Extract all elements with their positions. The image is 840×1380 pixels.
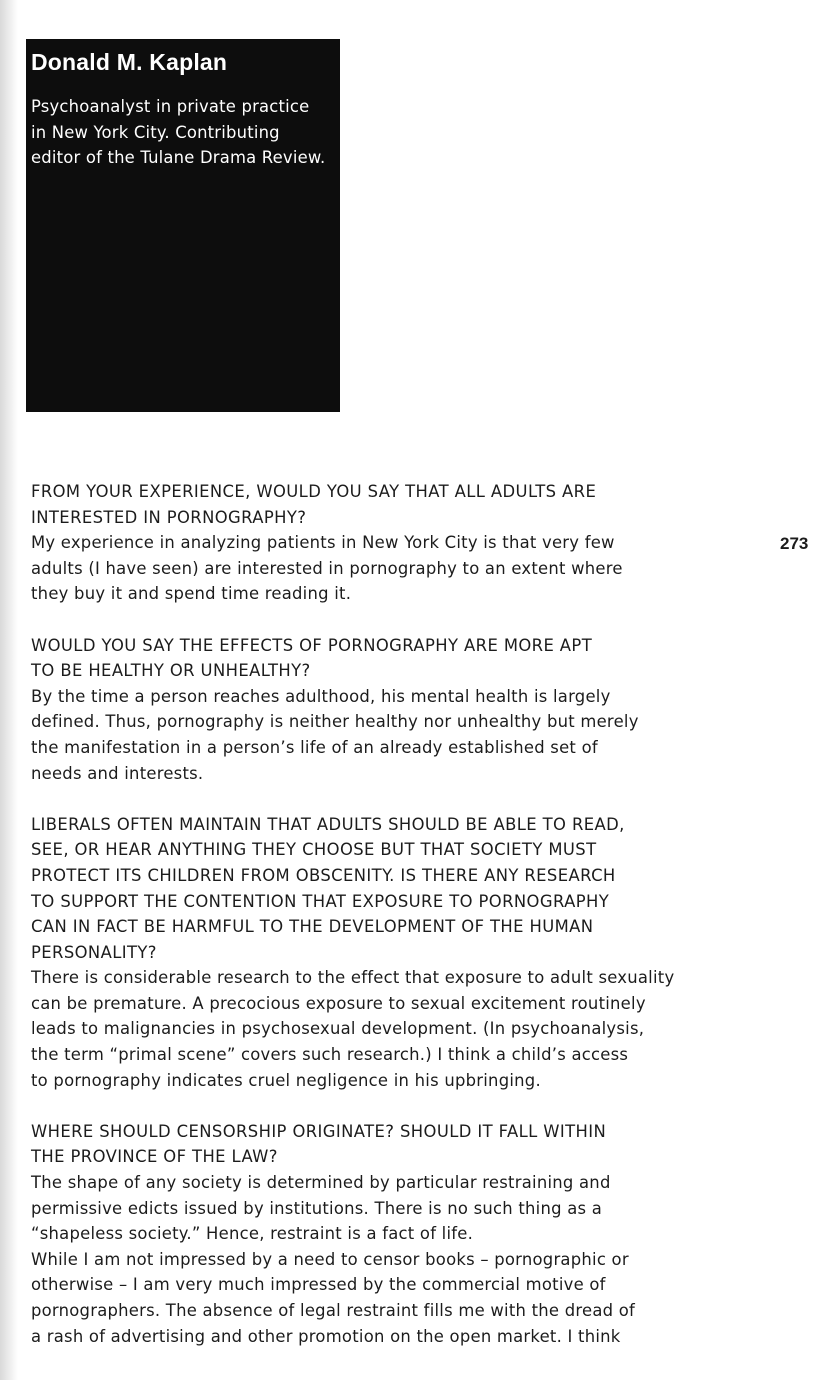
answer: [31, 684, 731, 786]
answer-line: “shapeless society.” Hence, restraint is a fact of life.: [31, 1224, 474, 1244]
question-line: LIBERALS OFTEN MAINTAIN THAT ADULTS SHOULD BE ABLE TO READ,: [31, 814, 625, 834]
answer: [31, 1170, 731, 1349]
question: [31, 1119, 731, 1170]
question-line: CAN IN FACT BE HARMFUL TO THE DEVELOPMENT OF THE HUMAN: [31, 917, 594, 937]
qa-block-3: [31, 812, 731, 1094]
interview-text: [31, 479, 731, 1349]
answer-line: leads to malignancies in psychosexual development. (In psychoanalysis,: [31, 1019, 645, 1039]
answer-line: permissive edicts issued by institutions. There is no such thing as a: [31, 1198, 603, 1218]
answer-line: needs and interests.: [31, 763, 204, 783]
answer-line: they buy it and spend time reading it.: [31, 584, 352, 604]
answer-line: My experience in analyzing patients in New York City is that very few: [31, 533, 615, 553]
answer-line: The shape of any society is determined by particular restraining and: [31, 1173, 611, 1193]
author-description-line: Psychoanalyst in private practice: [31, 97, 310, 116]
answer-line: to pornography indicates cruel negligence in his upbringing.: [31, 1070, 541, 1090]
answer-line: There is considerable research to the effect that exposure to adult sexuality: [31, 968, 675, 988]
answer: [31, 965, 731, 1093]
question-line: PROTECT ITS CHILDREN FROM OBSCENITY. IS THERE ANY RESEARCH: [31, 865, 616, 885]
answer-line: can be premature. A precocious exposure to sexual excitement routinely: [31, 993, 646, 1013]
question-line: WOULD YOU SAY THE EFFECTS OF PORNOGRAPHY ARE MORE APT: [31, 635, 593, 655]
answer-line: the term “primal scene” covers such research.) I think a child’s access: [31, 1045, 629, 1065]
answer-line: the manifestation in a person’s life of an already established set of: [31, 737, 598, 757]
answer-line: a rash of advertising and other promotion on the open market. I think: [31, 1326, 621, 1346]
paragraph-gap: [31, 607, 731, 633]
answer-line: While I am not impressed by a need to censor books – pornographic or: [31, 1249, 629, 1269]
question-line: THE PROVINCE OF THE LAW?: [31, 1147, 278, 1167]
author-bio-box: [26, 39, 340, 412]
answer-line: adults (I have seen) are interested in pornography to an extent where: [31, 558, 623, 578]
author-description-line: editor of the Tulane Drama Review.: [31, 148, 326, 167]
page-number: 273: [780, 534, 809, 553]
question-line: TO BE HEALTHY OR UNHEALTHY?: [31, 661, 311, 681]
answer-line: pornographers. The absence of legal restraint fills me with the dread of: [31, 1301, 636, 1320]
answer-line: otherwise – I am very much impressed by the commercial motive of: [31, 1275, 606, 1295]
question-line: INTERESTED IN PORNOGRAPHY?: [31, 507, 307, 527]
answer-line: defined. Thus, pornography is neither healthy nor unhealthy but merely: [31, 712, 639, 732]
question-line: FROM YOUR EXPERIENCE, WOULD YOU SAY THAT ALL ADULTS ARE: [31, 482, 597, 501]
page-edge-shadow: [0, 0, 18, 1380]
author-description: [31, 94, 340, 171]
author-description-line: in New York City. Contributing: [31, 122, 280, 142]
question-line: WHERE SHOULD CENSORSHIP ORIGINATE? SHOULD IT FALL WITHIN: [31, 1121, 607, 1141]
qa-block-4: [31, 1119, 731, 1349]
answer: [31, 530, 731, 607]
question: [31, 633, 731, 684]
author-name: Donald M. Kaplan: [31, 49, 228, 75]
question-line: SEE, OR HEAR ANYTHING THEY CHOOSE BUT THAT SOCIETY MUST: [31, 840, 597, 860]
answer-line: By the time a person reaches adulthood, his mental health is largely: [31, 686, 611, 706]
qa-block-1: [31, 479, 731, 607]
question: [31, 479, 731, 530]
qa-block-2: [31, 633, 731, 787]
question: [31, 812, 731, 966]
paragraph-gap: [31, 1093, 731, 1119]
paragraph-gap: [31, 786, 731, 812]
question-line: PERSONALITY?: [31, 942, 157, 962]
question-line: TO SUPPORT THE CONTENTION THAT EXPOSURE TO PORNOGRAPHY: [31, 891, 610, 911]
